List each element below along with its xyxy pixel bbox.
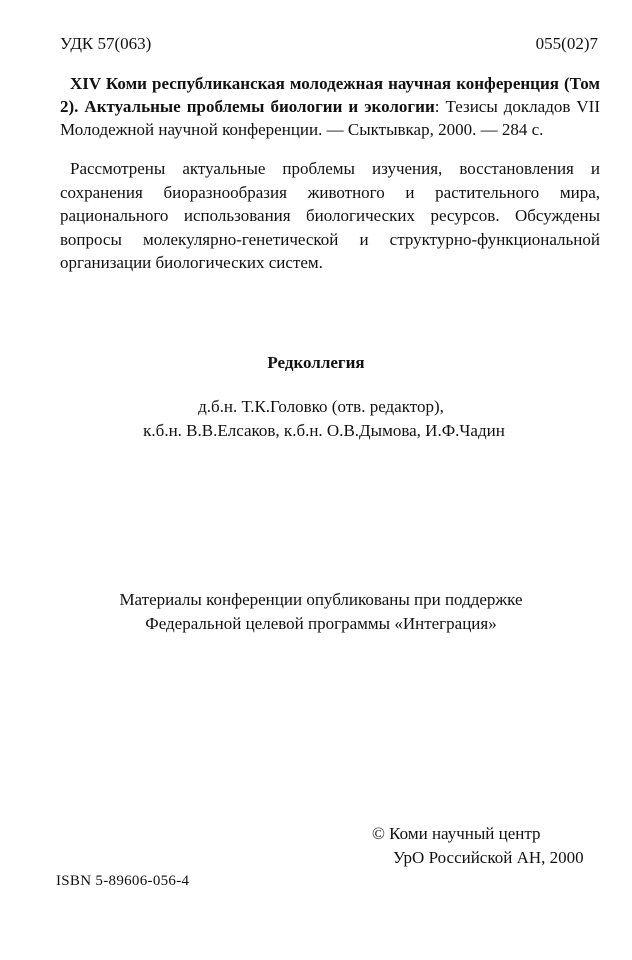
editorial-board-line-1: д.б.н. Т.К.Головко (отв. редактор), (198, 397, 444, 416)
bbk-code: 055(02)7 (535, 34, 598, 53)
copyright-line-1: © Коми научный центр (372, 824, 541, 843)
support-note-line-2: Федеральной целевой программы «Интеграция» (145, 614, 497, 633)
support-note-line-1: Материалы конференции опубликованы при поддержке (119, 590, 523, 609)
isbn: ISBN 5-89606-056-4 (56, 873, 190, 889)
bibliographic-title: XIV Коми республиканская молодежная научная конференция (Том 2). Актуальные проблемы биологии и экологии (60, 74, 600, 116)
copyright-line-2: УрО Российской АН, 2000 (393, 848, 584, 867)
bibliographic-record (60, 72, 600, 141)
udk-code: УДК 57(063) (60, 34, 152, 53)
editorial-board-title: Редколлегия (267, 353, 365, 372)
abstract-paragraph: Рассмотрены актуальные проблемы изучения, восстановления и сохранения биоразнообразия животного и растительного мира, рационального использования биологических ресурсов. Обсуждены вопросы молекулярно-генетической и структурно-функциональной организации биологических систем. (60, 159, 600, 272)
editorial-board-line-2: к.б.н. В.В.Елсаков, к.б.н. О.В.Дымова, И.Ф.Чадин (143, 421, 505, 440)
bibliographic-details: : Тезисы докладов VII Молодежной научной конференции. — Сыктывкар, 2000. — 284 с. (60, 97, 600, 139)
